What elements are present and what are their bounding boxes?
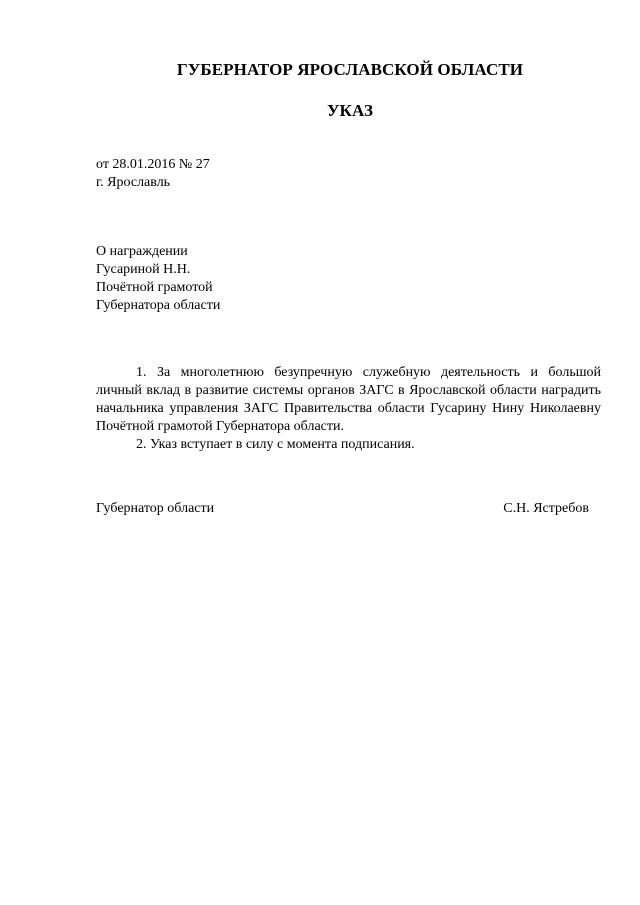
document-type: УКАЗ [326, 101, 374, 120]
date-number: от 28.01.2016 № 27 [96, 157, 210, 172]
subject-line: Почётной грамотой [96, 280, 213, 295]
subject-line: Губернатора области [96, 298, 221, 313]
document-body [96, 364, 601, 454]
signature-name: С.Н. Ястребов [503, 501, 589, 516]
document-subject [96, 243, 220, 315]
subject-line: О награждении [96, 244, 188, 259]
body-paragraph: 1. За многолетнюю безупречную служебную деятельность и большой личный вклад в развитие системы органов ЗАГС в Ярославской области наградить начальника управления ЗАГС Правительства области Гусарину Нину Николаевну Почётной грамотой Губернатора области. [96, 365, 601, 434]
signature-position: Губернатор области [96, 501, 215, 516]
subject-line: Гусариной Н.Н. [96, 262, 191, 277]
document-meta [96, 156, 210, 192]
document-title: ГУБЕРНАТОР ЯРОСЛАВСКОЙ ОБЛАСТИ [176, 60, 524, 79]
signature-block [96, 500, 589, 518]
body-paragraph: 2. Указ вступает в силу с момента подписания. [136, 437, 415, 452]
city: г. Ярославль [96, 175, 171, 190]
